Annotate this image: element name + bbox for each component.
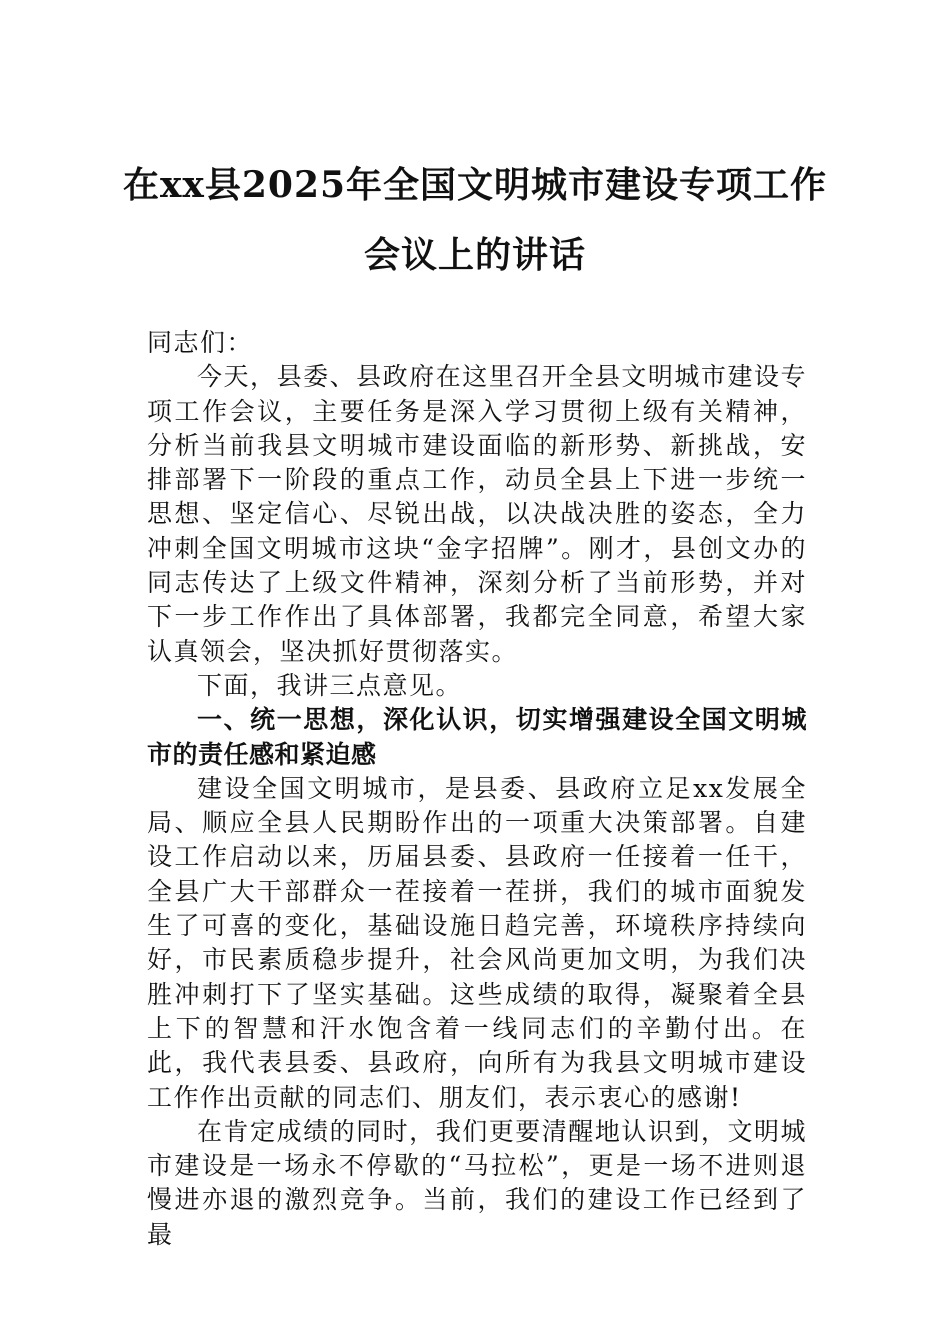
title-line-1: 在xx县2025年全国文明城市建设专项工作 xyxy=(122,164,828,206)
document-title xyxy=(0,150,950,290)
paragraph-transition: 下面，我讲三点意见。 xyxy=(197,670,463,700)
salutation: 同志们： xyxy=(147,328,254,357)
paragraph-section1-b: 在肯定成绩的同时，我们更要清醒地认识到，文明城市建设是一场永不停歇的“马拉松”，更是一场不进则退慢进亦退的激烈竞争。当前，我们的建设工作已经到了最 xyxy=(147,1116,807,1249)
paragraph-opening: 今天，县委、县政府在这里召开全县文明城市建设专项工作会议，主要任务是深入学习贯彻上级有关精神，分析当前我县文明城市建设面临的新形势、新挑战，安排部署下一阶段的重点工作，动员全县上下进一步统一思想、坚定信心、尽锐出战，以决战决胜的姿态，全力冲刺全国文明城市这块“金字招牌”。刚才，县创文办的同志传达了上级文件精神，深刻分析了当前形势，并对下一步工作作出了具体部署，我都完全同意，希望大家认真领会，坚决抓好贯彻落实。 xyxy=(147,362,807,666)
title-line-2: 会议上的讲话 xyxy=(363,234,586,276)
paragraph-section1-a: 建设全国文明城市，是县委、县政府立足xx发展全局、顺应全县人民期盼作出的一项重大决策部署。自建设工作启动以来，历届县委、县政府一任接着一任干，全县广大干部群众一茬接着一茬拼，我们的城市面貌发生了可喜的变化，基础设施日趋完善，环境秩序持续向好，市民素质稳步提升，社会风尚更加文明，为我们决胜冲刺打下了坚实基础。这些成绩的取得，凝聚着全县上下的智慧和汗水饱含着一线同志们的辛勤付出。在此，我代表县委、县政府，向所有为我县文明城市建设工作作出贡献的同志们、朋友们，表示衷心的感谢! xyxy=(147,773,807,1112)
document-body xyxy=(147,326,807,1252)
section-heading-1: 一、统一思想，深化认识，切实增强建设全国文明城市的责任感和紧迫感 xyxy=(147,705,807,769)
